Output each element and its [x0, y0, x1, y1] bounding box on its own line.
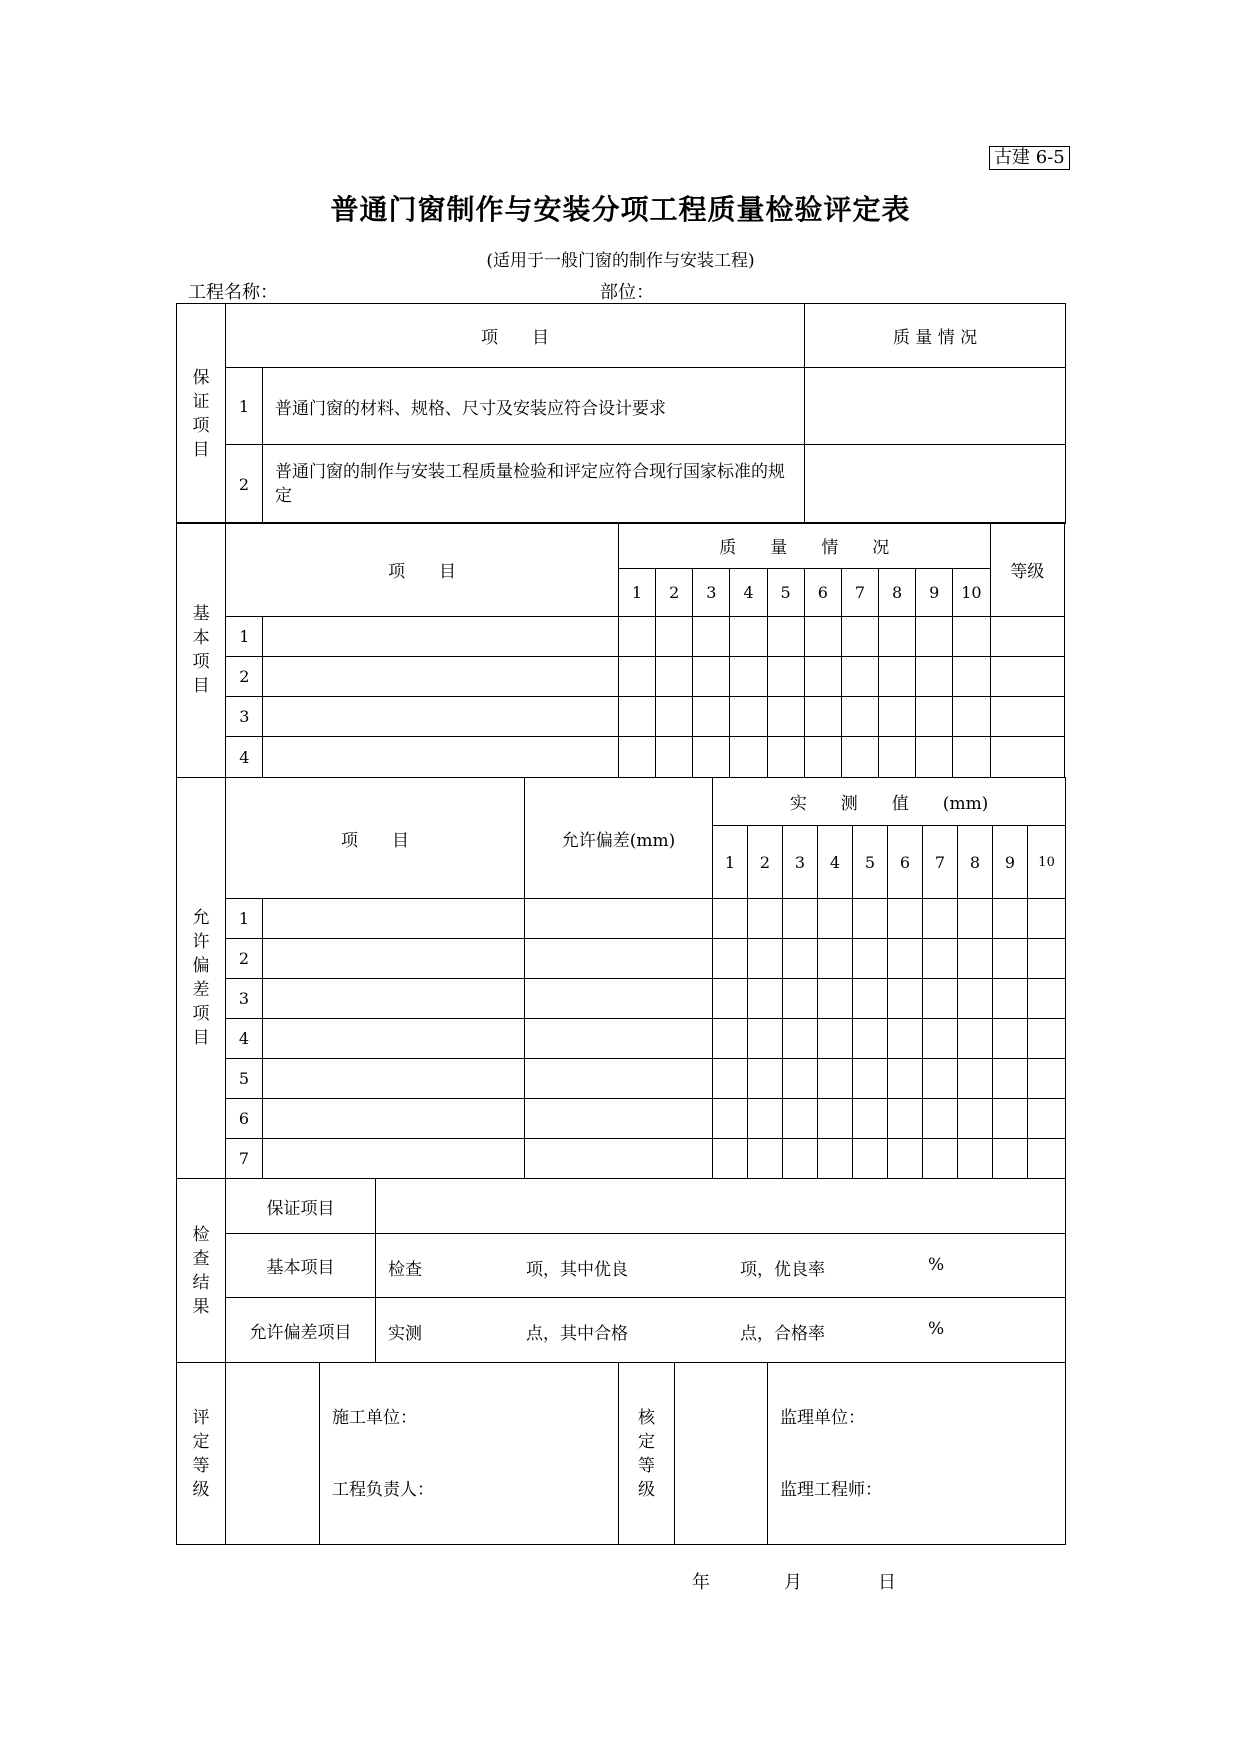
- row-number: 4: [226, 737, 263, 778]
- supervision-engineer-label: 监理工程师：: [780, 1479, 882, 1500]
- table-row: [177, 899, 1066, 939]
- measure-cell[interactable]: [958, 899, 993, 939]
- measure-cell[interactable]: [818, 1139, 853, 1179]
- measure-cell[interactable]: [713, 899, 748, 939]
- measure-cell[interactable]: [923, 1139, 958, 1179]
- measure-cell[interactable]: [748, 899, 783, 939]
- check-cell[interactable]: [804, 617, 841, 657]
- measure-cell[interactable]: [923, 939, 958, 979]
- table-row: [177, 1019, 1066, 1059]
- table-row: [177, 657, 1065, 697]
- row-number: 7: [226, 1139, 263, 1179]
- guarantee-row-text: 普通门窗的材料、规格、尺寸及安装应符合设计要求: [263, 368, 805, 445]
- measure-cell[interactable]: [818, 939, 853, 979]
- check-number: 7: [841, 569, 878, 617]
- check-cell[interactable]: [879, 617, 916, 657]
- table-row: [177, 737, 1065, 778]
- basic-col-quality: 质 量 情 况: [618, 523, 990, 569]
- measure-cell[interactable]: [853, 939, 888, 979]
- measure-cell[interactable]: [748, 939, 783, 979]
- construction-block: [320, 1363, 619, 1545]
- check-number: 8: [958, 826, 993, 899]
- table-row: [177, 979, 1066, 1019]
- check-number: 4: [818, 826, 853, 899]
- measure-cell[interactable]: [1028, 899, 1066, 939]
- check-cell[interactable]: [953, 657, 990, 697]
- measure-cell[interactable]: [923, 1059, 958, 1099]
- check-cell[interactable]: [767, 737, 804, 778]
- measure-cell[interactable]: [748, 1059, 783, 1099]
- inspection-guarantee-result[interactable]: [376, 1179, 1066, 1234]
- check-cell[interactable]: [953, 737, 990, 778]
- check-number: 6: [888, 826, 923, 899]
- basic-col-item: 项 目: [226, 523, 619, 617]
- check-number: 9: [993, 826, 1028, 899]
- date-year: 年: [692, 1572, 710, 1593]
- check-cell[interactable]: [767, 657, 804, 697]
- measure-cell[interactable]: [853, 979, 888, 1019]
- check-cell[interactable]: [841, 737, 878, 778]
- measure-cell[interactable]: [993, 1099, 1028, 1139]
- grade-cell[interactable]: [990, 737, 1064, 778]
- table-row: [177, 1059, 1066, 1099]
- check-cell[interactable]: [618, 657, 655, 697]
- measure-cell[interactable]: [783, 1099, 818, 1139]
- measure-cell[interactable]: [853, 1099, 888, 1139]
- check-cell[interactable]: [693, 737, 730, 778]
- check-number: 10: [953, 569, 990, 617]
- tolerance-cell[interactable]: [525, 1139, 713, 1179]
- tolerance-cell[interactable]: [525, 979, 713, 1019]
- measure-cell[interactable]: [993, 1059, 1028, 1099]
- item-cell[interactable]: [263, 979, 525, 1019]
- check-cell[interactable]: [916, 697, 953, 737]
- measure-cell[interactable]: [1028, 1099, 1066, 1139]
- check-cell[interactable]: [618, 697, 655, 737]
- check-cell[interactable]: [767, 617, 804, 657]
- measure-cell[interactable]: [1028, 1019, 1066, 1059]
- check-cell[interactable]: [693, 617, 730, 657]
- form-code-badge: 古建 6-5: [989, 146, 1070, 170]
- basic-col-grade: 等级: [990, 523, 1064, 617]
- measure-cell[interactable]: [958, 1019, 993, 1059]
- project-leader-label: 工程负责人：: [332, 1479, 434, 1500]
- check-cell[interactable]: [916, 657, 953, 697]
- item-cell[interactable]: [263, 899, 525, 939]
- basic-check-text: 检查: [388, 1259, 422, 1280]
- check-cell[interactable]: [879, 657, 916, 697]
- measure-cell[interactable]: [748, 979, 783, 1019]
- check-number: 2: [748, 826, 783, 899]
- basic-percent: %: [928, 1254, 945, 1275]
- item-cell[interactable]: [263, 939, 525, 979]
- check-cell[interactable]: [841, 697, 878, 737]
- guarantee-section-label: 保证项目: [177, 304, 226, 524]
- row-number: 5: [226, 1059, 263, 1099]
- item-cell[interactable]: [263, 737, 619, 778]
- measure-cell[interactable]: [958, 1139, 993, 1179]
- construction-unit-label: 施工单位：: [332, 1407, 417, 1428]
- row-number: 2: [226, 657, 263, 697]
- row-number: 3: [226, 979, 263, 1019]
- check-number: 3: [693, 569, 730, 617]
- item-cell[interactable]: [263, 1099, 525, 1139]
- table-row: [177, 1139, 1066, 1179]
- measure-cell[interactable]: [713, 1019, 748, 1059]
- measure-cell[interactable]: [853, 1059, 888, 1099]
- date-month: 月: [784, 1572, 802, 1593]
- tolerance-cell[interactable]: [525, 1059, 713, 1099]
- measure-cell[interactable]: [888, 1139, 923, 1179]
- check-cell[interactable]: [953, 617, 990, 657]
- inspection-section-label: 检查结果: [177, 1179, 226, 1363]
- measure-cell[interactable]: [993, 1019, 1028, 1059]
- measure-cell[interactable]: [1028, 979, 1066, 1019]
- inspection-basic-label: 基本项目: [226, 1234, 376, 1298]
- measure-cell[interactable]: [713, 1059, 748, 1099]
- measure-cell[interactable]: [993, 899, 1028, 939]
- row-number: 4: [226, 1019, 263, 1059]
- measure-cell[interactable]: [853, 1139, 888, 1179]
- item-cell[interactable]: [263, 1139, 525, 1179]
- measure-cell[interactable]: [818, 1019, 853, 1059]
- measure-cell[interactable]: [783, 1059, 818, 1099]
- check-number: 9: [916, 569, 953, 617]
- measure-cell[interactable]: [713, 939, 748, 979]
- measure-cell[interactable]: [958, 939, 993, 979]
- measure-cell[interactable]: [818, 1099, 853, 1139]
- row-number: 3: [226, 697, 263, 737]
- measure-cell[interactable]: [958, 979, 993, 1019]
- check-number: 7: [923, 826, 958, 899]
- check-number: 5: [767, 569, 804, 617]
- measure-cell[interactable]: [853, 1019, 888, 1059]
- measure-cell[interactable]: [748, 1099, 783, 1139]
- check-cell[interactable]: [804, 737, 841, 778]
- measure-cell[interactable]: [713, 979, 748, 1019]
- check-cell[interactable]: [730, 617, 767, 657]
- basic-section-label: 基本项目: [177, 523, 226, 778]
- measure-cell[interactable]: [713, 1139, 748, 1179]
- check-number: 4: [730, 569, 767, 617]
- check-cell[interactable]: [656, 697, 693, 737]
- item-cell[interactable]: [263, 697, 619, 737]
- measure-cell[interactable]: [1028, 1059, 1066, 1099]
- check-number: 5: [853, 826, 888, 899]
- check-number: 3: [783, 826, 818, 899]
- measure-cell[interactable]: [888, 899, 923, 939]
- measure-cell[interactable]: [783, 979, 818, 1019]
- grade-cell[interactable]: [990, 617, 1064, 657]
- tolerance-col-tolerance: 允许偏差(mm): [525, 778, 713, 899]
- row-number: 1: [226, 899, 263, 939]
- basic-rate-text: 项，优良率: [740, 1259, 825, 1280]
- measure-cell[interactable]: [748, 1019, 783, 1059]
- measure-cell[interactable]: [958, 1099, 993, 1139]
- measure-cell[interactable]: [748, 1139, 783, 1179]
- row-number: 2: [226, 939, 263, 979]
- supervision-block: [768, 1363, 1066, 1545]
- supervision-unit-label: 监理单位：: [780, 1407, 865, 1428]
- inspection-tolerance-label: 允许偏差项目: [226, 1298, 376, 1363]
- basic-excellent-text: 项，其中优良: [526, 1259, 628, 1280]
- measure-cell[interactable]: [1028, 1139, 1066, 1179]
- grade-cell[interactable]: [990, 657, 1064, 697]
- tolerance-cell[interactable]: [525, 899, 713, 939]
- check-cell[interactable]: [656, 657, 693, 697]
- check-cell[interactable]: [656, 617, 693, 657]
- check-cell[interactable]: [656, 737, 693, 778]
- measure-cell[interactable]: [853, 899, 888, 939]
- measure-cell[interactable]: [818, 1059, 853, 1099]
- tolerance-col-item: 项 目: [226, 778, 525, 899]
- tolerance-cell[interactable]: [525, 939, 713, 979]
- guarantee-row-no: 2: [226, 445, 263, 524]
- measure-cell[interactable]: [783, 899, 818, 939]
- check-number: 6: [804, 569, 841, 617]
- check-cell[interactable]: [618, 617, 655, 657]
- check-cell[interactable]: [879, 737, 916, 778]
- table-row: [177, 617, 1065, 657]
- check-number: 8: [879, 569, 916, 617]
- check-cell[interactable]: [879, 697, 916, 737]
- measure-cell[interactable]: [923, 1019, 958, 1059]
- check-number: 1: [618, 569, 655, 617]
- item-cell[interactable]: [263, 1019, 525, 1059]
- verify-grade-cell[interactable]: [675, 1363, 768, 1545]
- measure-cell[interactable]: [713, 1099, 748, 1139]
- check-cell[interactable]: [730, 657, 767, 697]
- measure-cell[interactable]: [993, 1139, 1028, 1179]
- check-cell[interactable]: [953, 697, 990, 737]
- guarantee-table: [176, 303, 1066, 524]
- measure-cell[interactable]: [818, 979, 853, 1019]
- guarantee-row-no: 1: [226, 368, 263, 445]
- inspection-guarantee-label: 保证项目: [226, 1179, 376, 1234]
- guarantee-col-item: 项 目: [226, 304, 805, 368]
- tolerance-cell[interactable]: [525, 1019, 713, 1059]
- check-cell[interactable]: [618, 737, 655, 778]
- project-name-label: 工程名称：: [188, 282, 278, 303]
- check-number: 2: [656, 569, 693, 617]
- tolerance-section-label: 允许偏差项目: [177, 778, 226, 1179]
- check-cell[interactable]: [693, 657, 730, 697]
- measure-cell[interactable]: [888, 1019, 923, 1059]
- measure-cell[interactable]: [1028, 939, 1066, 979]
- page-title: 普通门窗制作与安装分项工程质量检验评定表: [330, 193, 911, 226]
- guarantee-row-text: 普通门窗的制作与安装工程质量检验和评定应符合现行国家标准的规定: [263, 445, 805, 524]
- measure-cell[interactable]: [923, 979, 958, 1019]
- grade-cell[interactable]: [990, 697, 1064, 737]
- row-number: 6: [226, 1099, 263, 1139]
- date-day: 日: [878, 1572, 896, 1593]
- check-cell[interactable]: [804, 657, 841, 697]
- check-cell[interactable]: [693, 697, 730, 737]
- tolerance-cell[interactable]: [525, 1099, 713, 1139]
- tolerance-pass-text: 点，其中合格: [526, 1324, 628, 1344]
- rating-grade-cell[interactable]: [226, 1363, 320, 1545]
- measure-cell[interactable]: [783, 1139, 818, 1179]
- check-cell[interactable]: [730, 737, 767, 778]
- check-number: 10: [1028, 826, 1066, 899]
- verify-grade-label: 核定等级: [619, 1363, 675, 1545]
- measure-cell[interactable]: [993, 979, 1028, 1019]
- measure-cell[interactable]: [818, 899, 853, 939]
- guarantee-col-quality: 质 量 情 况: [805, 304, 1066, 368]
- guarantee-row-quality[interactable]: [805, 445, 1066, 524]
- location-label: 部位：: [600, 282, 654, 303]
- item-cell[interactable]: [263, 1059, 525, 1099]
- basic-table: [176, 522, 1065, 778]
- check-cell[interactable]: [767, 697, 804, 737]
- measure-cell[interactable]: [888, 979, 923, 1019]
- inspection-table: [176, 1178, 1066, 1363]
- tolerance-percent: %: [928, 1319, 945, 1339]
- table-row: [177, 697, 1065, 737]
- tolerance-col-measured: 实 测 值 (mm): [713, 778, 1066, 826]
- guarantee-row-quality[interactable]: [805, 368, 1066, 445]
- check-cell[interactable]: [916, 617, 953, 657]
- check-number: 1: [713, 826, 748, 899]
- item-cell[interactable]: [263, 657, 619, 697]
- rating-section-label: 评定等级: [177, 1363, 226, 1545]
- tolerance-measure-text: 实测: [388, 1324, 422, 1344]
- check-cell[interactable]: [804, 697, 841, 737]
- check-cell[interactable]: [916, 737, 953, 778]
- check-cell[interactable]: [841, 617, 878, 657]
- page-subtitle: (适用于一般门窗的制作与安装工程): [486, 251, 755, 271]
- check-cell[interactable]: [841, 657, 878, 697]
- row-number: 1: [226, 617, 263, 657]
- measure-cell[interactable]: [888, 1059, 923, 1099]
- measure-cell[interactable]: [993, 939, 1028, 979]
- tolerance-rate-text: 点，合格率: [740, 1324, 825, 1344]
- measure-cell[interactable]: [958, 1059, 993, 1099]
- tolerance-table: [176, 777, 1066, 1179]
- measure-cell[interactable]: [923, 1099, 958, 1139]
- inspection-basic-result: [376, 1234, 1066, 1298]
- rating-table: [176, 1362, 1066, 1545]
- inspection-tolerance-result: [376, 1298, 1066, 1363]
- measure-cell[interactable]: [923, 899, 958, 939]
- item-cell[interactable]: [263, 617, 619, 657]
- check-cell[interactable]: [730, 697, 767, 737]
- measure-cell[interactable]: [783, 939, 818, 979]
- measure-cell[interactable]: [888, 939, 923, 979]
- measure-cell[interactable]: [783, 1019, 818, 1059]
- table-row: [177, 939, 1066, 979]
- measure-cell[interactable]: [888, 1099, 923, 1139]
- table-row: [177, 1099, 1066, 1139]
